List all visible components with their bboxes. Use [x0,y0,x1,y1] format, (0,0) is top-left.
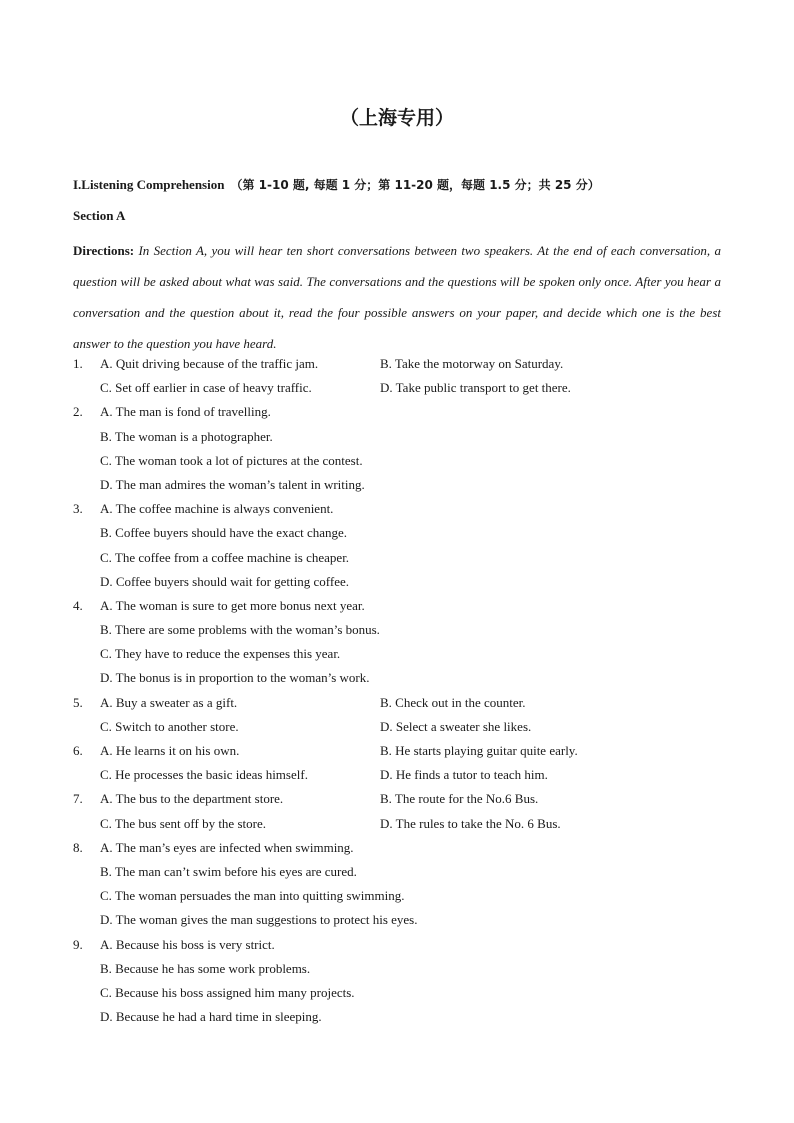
question-item [73,594,733,691]
answer-options [100,497,733,594]
option-row [100,1005,733,1029]
answer-option: D. Take public transport to get there. [380,380,571,396]
option-row [100,521,733,545]
option-row [100,691,733,715]
question-item [73,497,733,594]
answer-option: A. The bus to the department store. [100,791,284,807]
option-row [100,449,733,473]
question-item [73,352,733,400]
option-row [100,739,733,763]
answer-options [100,691,733,739]
answer-option: D. Coffee buyers should wait for getting coffee. [100,573,349,589]
section-heading: Section A [73,208,126,223]
option-row [100,400,733,424]
answer-option: A. Quit driving because of the traffic jam. [100,356,319,371]
option-row [100,933,733,957]
answer-option: C. They have to reduce the expenses this year. [100,646,341,662]
page-title: （上海专用） [339,107,454,129]
part-scoring: （第 1-10 题, 每题 1 分；第 11-20 题，每题 1.5 分；共 25 分） [230,178,600,192]
question-item [73,691,733,739]
answer-option: D. Select a sweater she likes. [380,718,532,734]
answer-option: C. The woman took a lot of pictures at the contest. [100,452,363,468]
question-item [73,739,733,787]
answer-option: D. The man admires the woman’s talent in writing. [100,476,365,492]
answer-option: D. Because he had a hard time in sleeping. [100,1009,322,1025]
option-row [100,884,733,908]
answer-options [100,400,733,497]
directions-label: Directions: [73,243,135,258]
option-row [100,618,733,642]
answer-option: C. The coffee from a coffee machine is cheaper. [100,549,350,565]
answer-option: B. The man can’t swim before his eyes are cured. [100,863,357,879]
answer-option: C. He processes the basic ideas himself. [100,767,308,783]
option-row [100,957,733,981]
option-row [100,642,733,666]
answer-option: D. The bonus is in proportion to the woman’s work. [100,670,370,686]
answer-option: B. The woman is a photographer. [100,428,273,444]
answer-option: C. Switch to another store. [100,718,239,734]
answer-options [100,836,733,933]
answer-option: D. The woman gives the man suggestions to protect his eyes. [100,912,418,928]
answer-option: A. The man is fond of travelling. [100,404,271,420]
option-row [100,425,733,449]
answer-option: C. Set off earlier in case of heavy traffic. [100,380,312,396]
option-row [100,981,733,1005]
answer-option: B. Take the motorway on Saturday. [380,356,564,371]
option-row [100,473,733,497]
answer-option: A. The woman is sure to get more bonus next year. [100,597,365,613]
option-row [100,570,733,594]
option-row [100,594,733,618]
answer-option: A. Buy a sweater as a gift. [100,694,238,710]
question-number: 1. [73,356,83,371]
question-number: 6. [73,743,83,758]
question-number: 7. [73,791,83,807]
answer-option: C. The bus sent off by the store. [100,815,266,831]
question-number: 2. [73,404,83,420]
answer-option: C. The woman persuades the man into quitting swimming. [100,888,405,904]
question-number: 3. [73,501,83,517]
directions-text: In Section A, you will hear ten short conversations between two speakers. At the end of each conversation, a question will be asked about what was said. The conversations and the questions will be spoken only once. After you hear a conversation and the question about it, read the four possible answers on your paper, and decide which one is the best answer to the question you have heard. [73,243,721,351]
question-list [73,352,733,1029]
answer-option: A. The coffee machine is always convenient. [100,501,334,517]
option-row [100,812,733,836]
answer-option: B. He starts playing guitar quite early. [380,743,578,758]
answer-option: A. The man’s eyes are infected when swimming. [100,839,354,855]
answer-option: B. Because he has some work problems. [100,960,311,976]
answer-option: B. There are some problems with the woman’s bonus. [100,622,380,638]
option-row [100,908,733,932]
option-row [100,715,733,739]
part-title: I.Listening Comprehension [73,177,225,192]
question-number: 4. [73,597,83,613]
option-row [100,352,733,376]
option-row [100,787,733,811]
option-row [100,836,733,860]
answer-option: B. Check out in the counter. [380,694,526,710]
question-number: 5. [73,694,83,710]
answer-option: B. The route for the No.6 Bus. [380,791,539,807]
question-item [73,933,733,1030]
answer-options [100,787,733,835]
answer-option: C. Because his boss assigned him many projects. [100,984,355,1000]
part-heading [73,176,600,193]
option-row [100,666,733,690]
answer-option: A. Because his boss is very strict. [100,936,275,952]
question-item [73,787,733,835]
answer-option: A. He learns it on his own. [100,743,240,758]
answer-option: D. He finds a tutor to teach him. [380,767,548,783]
question-item [73,400,733,497]
option-row [100,497,733,521]
option-row [100,376,733,400]
option-row [100,546,733,570]
directions [73,235,721,359]
question-item [73,836,733,933]
answer-options [100,933,733,1030]
option-row [100,860,733,884]
answer-options [100,739,733,787]
option-row [100,763,733,787]
answer-options [100,352,733,400]
answer-option: D. The rules to take the No. 6 Bus. [380,815,561,831]
answer-option: B. Coffee buyers should have the exact change. [100,525,348,541]
answer-options [100,594,733,691]
question-number: 8. [73,839,83,855]
question-number: 9. [73,936,83,952]
